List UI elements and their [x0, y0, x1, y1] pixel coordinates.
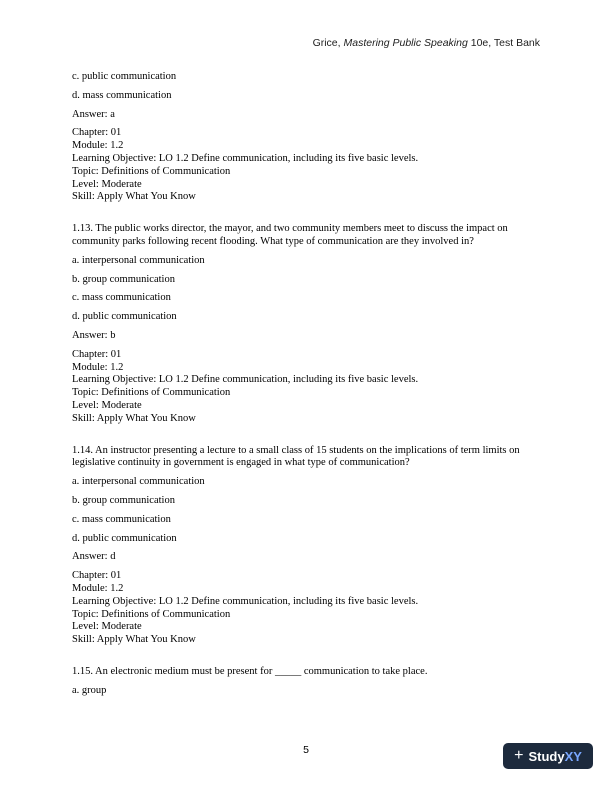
meta-objective: Learning Objective: LO 1.2 Define communication, including its five basic levels.: [72, 152, 419, 164]
meta-skill: Skill: Apply What You Know: [72, 634, 196, 646]
answer: Answer: b: [72, 329, 116, 341]
option: b. group communication: [72, 494, 175, 506]
meta-block: [72, 570, 540, 647]
meta-objective: Learning Objective: LO 1.2 Define communication, including its five basic levels.: [72, 374, 419, 386]
option: c. public communication: [72, 71, 177, 82]
option: d. public communication: [72, 311, 177, 323]
answer: Answer: a: [72, 108, 115, 120]
meta-skill: Skill: Apply What You Know: [72, 412, 196, 424]
option: c. mass communication: [72, 513, 171, 525]
meta-chapter: Chapter: 01: [72, 570, 122, 582]
page-number: 5: [303, 744, 309, 756]
option: d. mass communication: [72, 89, 172, 101]
option: a. group: [72, 684, 107, 696]
option: a. interpersonal communication: [72, 254, 205, 266]
meta-chapter: Chapter: 01: [72, 348, 122, 360]
question-1-15: 1.15. An electronic medium must be present for _____ communication to take place.: [72, 665, 428, 677]
meta-topic: Topic: Definitions of Communication: [72, 165, 231, 177]
option: d. public communication: [72, 532, 177, 544]
page-header: [313, 37, 540, 49]
meta-level: Level: Moderate: [72, 399, 142, 411]
page-content: [72, 71, 540, 703]
header-suffix: 10e, Test Bank: [467, 37, 540, 49]
answer: Answer: d: [72, 551, 116, 563]
badge-name-accent: XY: [564, 748, 582, 764]
meta-module: Module: 1.2: [72, 361, 124, 373]
question-1-14: 1.14. An instructor presenting a lecture to a small class of 15 students on the implications of term limits on legislative continuity in government is engaged in what type of communication?: [72, 444, 520, 469]
header-prefix: Grice,: [312, 37, 344, 49]
meta-chapter: Chapter: 01: [72, 127, 122, 139]
badge-name-main: Study: [528, 748, 565, 764]
option: b. group communication: [72, 273, 175, 285]
meta-skill: Skill: Apply What You Know: [72, 191, 196, 203]
meta-objective: Learning Objective: LO 1.2 Define communication, including its five basic levels.: [72, 595, 419, 607]
plus-icon: +: [514, 747, 524, 764]
meta-level: Level: Moderate: [72, 621, 142, 633]
studyxy-badge[interactable]: [503, 743, 593, 769]
question-1-13: 1.13. The public works director, the mayor, and two community members meet to discuss the impact on community parks following recent flooding. What type of communication are they involved in?: [72, 223, 508, 247]
meta-level: Level: Moderate: [72, 178, 142, 190]
meta-module: Module: 1.2: [72, 582, 124, 594]
meta-block: [72, 349, 540, 426]
meta-topic: Topic: Definitions of Communication: [72, 387, 231, 399]
meta-block: [72, 127, 540, 204]
option: a. interpersonal communication: [72, 476, 205, 488]
option: c. mass communication: [72, 292, 171, 304]
header-book-title: Mastering Public Speaking: [343, 37, 468, 49]
meta-module: Module: 1.2: [72, 140, 124, 152]
meta-topic: Topic: Definitions of Communication: [72, 608, 231, 620]
